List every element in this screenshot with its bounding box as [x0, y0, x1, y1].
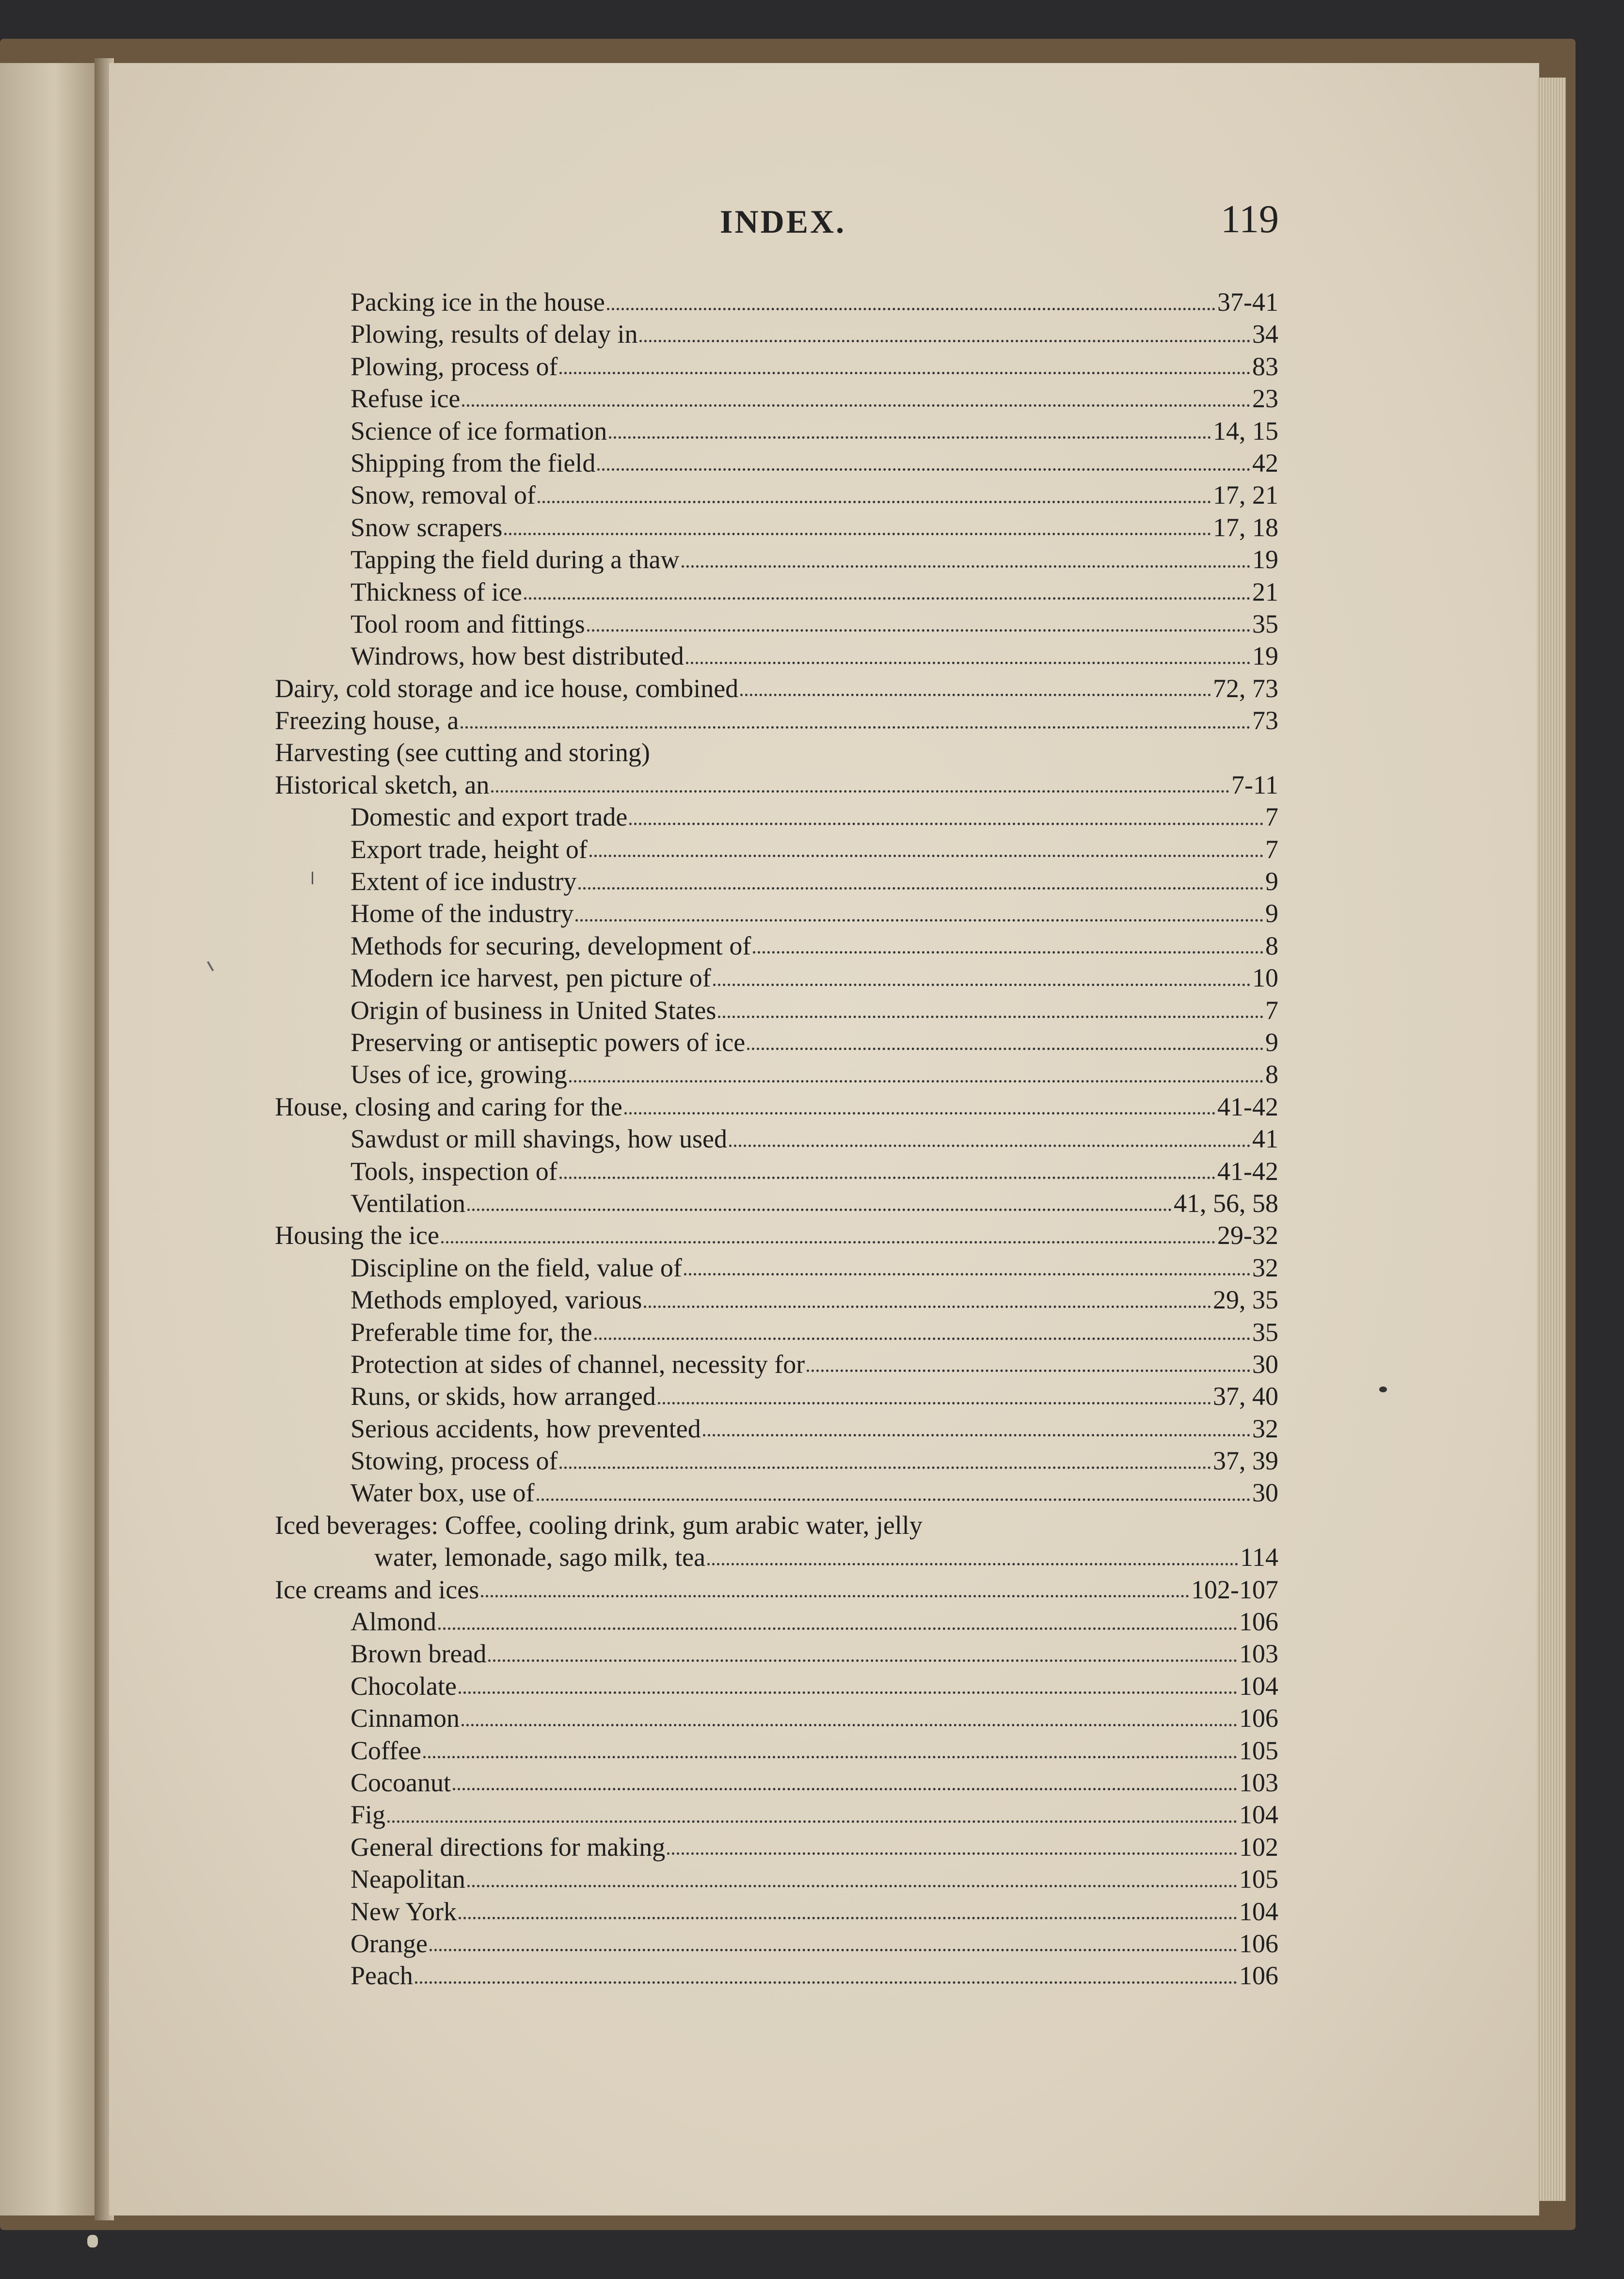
index-entry — [275, 576, 1278, 608]
page-number: 119 — [1221, 197, 1279, 241]
index-entry-row — [350, 1155, 1278, 1187]
index-entry-row — [275, 672, 1278, 704]
entry-text: Snow scrapers — [350, 512, 503, 542]
dot-leader — [569, 1080, 1263, 1083]
dot-leader — [481, 1595, 1189, 1597]
index-entry — [275, 1541, 1278, 1573]
dot-leader — [467, 1209, 1172, 1211]
entry-text: House, closing and caring for the — [275, 1092, 622, 1121]
entry-page-ref: 41-42 — [1217, 1156, 1278, 1186]
index-entry — [275, 1831, 1278, 1863]
index-entry-row — [275, 1574, 1278, 1606]
index-entry-row — [350, 415, 1278, 447]
entry-page-ref: 29-32 — [1217, 1221, 1278, 1250]
entry-text: Iced beverages: Coffee, cooling drink, gum arabic water, jelly — [275, 1510, 923, 1540]
dot-leader — [753, 951, 1263, 954]
entry-page-ref: 32 — [1252, 1253, 1278, 1282]
entry-text: Thickness of ice — [350, 577, 522, 606]
index-entry — [275, 608, 1278, 640]
entry-page-ref: 7-11 — [1231, 770, 1278, 799]
dot-leader — [462, 1724, 1237, 1726]
index-entry-row — [350, 1123, 1278, 1155]
index-entry — [275, 1252, 1278, 1284]
index-entry — [275, 1219, 1278, 1251]
dot-leader — [729, 1145, 1250, 1147]
entry-text: Plowing, process of — [350, 351, 558, 381]
entry-page-ref: 21 — [1252, 577, 1278, 606]
dot-leader — [624, 1112, 1215, 1115]
entry-text: Freezing house, a — [275, 706, 459, 735]
index-entry — [275, 672, 1278, 704]
entry-page-ref: 106 — [1239, 1928, 1278, 1958]
dot-leader — [629, 823, 1263, 825]
index-entry-row — [350, 1928, 1278, 1960]
entry-text: Brown bread — [350, 1639, 487, 1669]
entry-page-ref: 30 — [1252, 1349, 1278, 1379]
entry-page-ref: 41, 56, 58 — [1174, 1188, 1278, 1218]
entry-page-ref: 7 — [1265, 995, 1278, 1025]
entry-text: Refuse ice — [350, 384, 461, 414]
index-entry-row — [350, 1702, 1278, 1734]
index-entry — [275, 1026, 1278, 1058]
index-entry-row — [350, 543, 1278, 575]
entry-text: General directions for making — [350, 1832, 666, 1862]
entry-text: Harvesting (see cutting and storing) — [275, 738, 650, 767]
entry-page-ref: 23 — [1252, 384, 1278, 414]
dot-leader — [607, 308, 1215, 310]
entry-text: Discipline on the field, value of — [350, 1253, 682, 1282]
entry-page-ref: 19 — [1252, 641, 1278, 671]
running-head: INDEX. — [720, 203, 846, 240]
index-entry-row — [350, 1670, 1278, 1702]
entry-page-ref: 106 — [1239, 1961, 1278, 1991]
dot-leader — [740, 694, 1211, 696]
index-entry-row — [350, 382, 1278, 414]
dot-leader — [504, 533, 1211, 535]
entry-text: Chocolate — [350, 1671, 457, 1701]
entry-text: Export trade, height of — [350, 834, 588, 864]
entry-page-ref: 102 — [1239, 1832, 1278, 1862]
entry-text: Cocoanut — [350, 1768, 451, 1797]
entry-page-ref: 35 — [1252, 609, 1278, 638]
entry-page-ref: 9 — [1265, 1027, 1278, 1057]
dot-leader — [537, 1498, 1250, 1501]
dot-leader — [423, 1756, 1237, 1758]
index-entry-row — [350, 511, 1278, 543]
index-entry-row — [350, 1606, 1278, 1638]
index-entry — [275, 511, 1278, 543]
index-entry — [275, 1380, 1278, 1412]
dot-leader — [587, 629, 1250, 632]
entry-page-ref: 7 — [1265, 802, 1278, 832]
entry-text: New York — [350, 1897, 457, 1926]
dot-leader — [453, 1788, 1237, 1790]
entry-page-ref: 7 — [1265, 834, 1278, 864]
index-entry — [275, 1638, 1278, 1670]
index-entry — [275, 1413, 1278, 1445]
index-entry-row — [350, 1960, 1278, 1992]
dot-leader — [682, 565, 1250, 568]
entry-text: Plowing, results of delay in — [350, 319, 638, 349]
entry-page-ref: 30 — [1252, 1478, 1278, 1508]
entry-text: Science of ice formation — [350, 416, 607, 446]
index-entry-row — [350, 286, 1278, 318]
index-entry-row — [350, 1316, 1278, 1348]
index-entry-row — [350, 1799, 1278, 1831]
entry-page-ref: 106 — [1239, 1704, 1278, 1733]
entry-text: Cinnamon — [350, 1704, 460, 1733]
entry-page-ref: 42 — [1252, 448, 1278, 478]
entry-page-ref: 72, 73 — [1213, 673, 1278, 703]
stray-mark — [312, 872, 313, 884]
dot-leader — [807, 1370, 1250, 1372]
index-entry-row — [350, 865, 1278, 897]
index-entry-row — [350, 1348, 1278, 1380]
index-entry-row — [350, 897, 1278, 929]
index-entry — [275, 865, 1278, 897]
entry-text: Dairy, cold storage and ice house, combined — [275, 673, 739, 703]
index-entry — [275, 994, 1278, 1026]
dot-leader — [639, 340, 1250, 342]
entry-text: Protection at sides of channel, necessity for — [350, 1349, 805, 1379]
index-entry-row — [350, 1767, 1278, 1799]
index-entry — [275, 1799, 1278, 1831]
index-entry-row — [275, 1091, 1278, 1123]
index-entry-row — [350, 930, 1278, 962]
dot-leader — [387, 1820, 1237, 1823]
entry-page-ref: 41 — [1252, 1124, 1278, 1154]
index-entry — [275, 1058, 1278, 1090]
index-entry-row — [350, 447, 1278, 479]
dot-leader — [459, 1691, 1237, 1694]
entry-text: Preferable time for, the — [350, 1317, 592, 1347]
index-entry — [275, 930, 1278, 962]
entry-page-ref: 104 — [1239, 1671, 1278, 1701]
entry-text: Housing the ice — [275, 1221, 439, 1250]
index-entry-row — [350, 1187, 1278, 1219]
entry-text: water, lemonade, sago milk, tea — [374, 1543, 706, 1572]
entry-text: Sawdust or mill shavings, how used — [350, 1124, 727, 1154]
entry-text: Neapolitan — [350, 1865, 465, 1894]
dot-leader — [559, 372, 1250, 374]
dot-leader — [538, 501, 1211, 503]
dot-leader — [559, 1177, 1215, 1179]
entry-text: Serious accidents, how prevented — [350, 1414, 701, 1443]
entry-page-ref: 8 — [1265, 931, 1278, 960]
index-entry-row — [275, 704, 1278, 736]
entry-page-ref: 103 — [1239, 1768, 1278, 1797]
index-entry — [275, 769, 1278, 801]
entry-text: Windrows, how best distributed — [350, 641, 684, 671]
index-entry — [275, 286, 1278, 318]
index-entry — [275, 1284, 1278, 1316]
entry-text: Home of the industry — [350, 899, 574, 928]
index-entry — [275, 1767, 1278, 1799]
index-entry-row — [350, 1058, 1278, 1090]
entry-page-ref: 9 — [1265, 899, 1278, 928]
index-entry-row — [275, 1509, 1278, 1541]
index-entry — [275, 736, 1278, 768]
entry-page-ref: 32 — [1252, 1414, 1278, 1443]
index-entry — [275, 1155, 1278, 1187]
entry-text: Packing ice in the house — [350, 287, 605, 317]
index-entry-row — [350, 1413, 1278, 1445]
index-entry — [275, 1863, 1278, 1895]
index-entry-row — [350, 479, 1278, 511]
index-entry — [275, 1123, 1278, 1155]
dot-leader — [467, 1885, 1237, 1887]
entry-text: Ventilation — [350, 1188, 465, 1218]
index-entry-row — [350, 1638, 1278, 1670]
entry-page-ref: 29, 35 — [1213, 1285, 1278, 1315]
entry-text: Domestic and export trade — [350, 802, 628, 832]
dot-leader — [707, 1563, 1238, 1565]
index-entry — [275, 1606, 1278, 1638]
entry-page-ref: 34 — [1252, 319, 1278, 349]
index-entry — [275, 801, 1278, 833]
entry-page-ref: 17, 21 — [1213, 480, 1278, 510]
dot-leader — [441, 1241, 1215, 1243]
dot-leader — [438, 1627, 1237, 1630]
index-entry — [275, 640, 1278, 672]
entry-page-ref: 19 — [1252, 545, 1278, 574]
index-entry-row — [350, 318, 1278, 350]
index-entry-row — [350, 962, 1278, 994]
index-entry-row — [350, 801, 1278, 833]
entry-text: Water box, use of — [350, 1478, 535, 1508]
dot-leader — [658, 1402, 1211, 1404]
entry-text: Tapping the field during a thaw — [350, 545, 680, 574]
entry-text: Methods for securing, development of — [350, 931, 751, 960]
index-entry-row — [350, 994, 1278, 1026]
dot-leader — [713, 984, 1250, 986]
entry-page-ref: 37, 39 — [1213, 1446, 1278, 1476]
entry-text: Runs, or skids, how arranged — [350, 1382, 656, 1411]
index-entry — [275, 1735, 1278, 1767]
dot-leader — [597, 468, 1250, 471]
index-entry-row — [350, 608, 1278, 640]
index-entry-row — [350, 1026, 1278, 1058]
index-entry-row — [350, 1863, 1278, 1895]
index-entry — [275, 1896, 1278, 1928]
entry-text: Tools, inspection of — [350, 1156, 557, 1186]
entry-text: Coffee — [350, 1736, 421, 1765]
index-entry — [275, 1445, 1278, 1477]
index-entry — [275, 1509, 1278, 1541]
entry-text: Tool room and fittings — [350, 609, 585, 638]
dot-leader — [686, 662, 1250, 664]
index-entry — [275, 897, 1278, 929]
entry-text: Snow, removal of — [350, 480, 536, 510]
dot-leader — [430, 1949, 1237, 1951]
dot-leader — [644, 1306, 1211, 1308]
entry-page-ref: 104 — [1239, 1800, 1278, 1830]
index-entry — [275, 1316, 1278, 1348]
index-entry-row — [275, 1219, 1278, 1251]
entry-page-ref: 9 — [1265, 867, 1278, 896]
entry-text: Methods employed, various — [350, 1285, 642, 1315]
dot-leader — [703, 1434, 1250, 1436]
dot-leader — [578, 887, 1263, 890]
index-entry — [275, 415, 1278, 447]
entry-text: Historical sketch, an — [275, 770, 490, 799]
entry-text: Extent of ice industry — [350, 867, 577, 896]
entry-text: Almond — [350, 1607, 437, 1637]
dot-leader — [524, 597, 1250, 600]
index-entry-row — [350, 1831, 1278, 1863]
index-entry-row — [350, 1896, 1278, 1928]
dot-leader — [461, 726, 1250, 729]
index-entry — [275, 447, 1278, 479]
entry-text: Peach — [350, 1961, 413, 1991]
entry-text: Modern ice harvest, pen picture of — [350, 963, 711, 993]
dot-leader — [462, 404, 1250, 407]
entry-text: Preserving or antiseptic powers of ice — [350, 1027, 746, 1057]
index-entry — [275, 1574, 1278, 1606]
entry-text: Stowing, process of — [350, 1446, 558, 1476]
dot-leader — [491, 790, 1229, 793]
entry-page-ref: 104 — [1239, 1897, 1278, 1926]
entry-page-ref: 105 — [1239, 1865, 1278, 1894]
dot-leader — [667, 1852, 1237, 1855]
index-entry-row — [350, 1252, 1278, 1284]
index-entry-row — [350, 640, 1278, 672]
index-entry-row — [374, 1541, 1278, 1573]
index-entry-row — [350, 1284, 1278, 1316]
dot-leader — [488, 1659, 1237, 1662]
index-entry — [275, 962, 1278, 994]
left-page-margin — [0, 63, 99, 2215]
index-entry — [275, 318, 1278, 350]
dot-leader — [718, 1016, 1263, 1018]
index-entry — [275, 351, 1278, 382]
index-entry — [275, 1670, 1278, 1702]
paper-fleck — [87, 2235, 98, 2247]
entry-page-ref: 103 — [1239, 1639, 1278, 1669]
ink-smudge — [1379, 1387, 1387, 1392]
index-entry — [275, 1091, 1278, 1123]
index-entry-row — [350, 576, 1278, 608]
entry-page-ref: 83 — [1252, 351, 1278, 381]
index-entry-row — [350, 833, 1278, 865]
entry-page-ref: 106 — [1239, 1607, 1278, 1637]
index-entry — [275, 1960, 1278, 1992]
entry-page-ref: 37-41 — [1217, 287, 1278, 317]
page-edges — [1537, 78, 1566, 2201]
index-entry-row — [350, 1477, 1278, 1509]
entry-page-ref: 114 — [1240, 1543, 1278, 1572]
dot-leader — [589, 855, 1263, 857]
entry-page-ref: 8 — [1265, 1060, 1278, 1089]
index-entry — [275, 1348, 1278, 1380]
entry-page-ref: 73 — [1252, 706, 1278, 735]
index-entry — [275, 1702, 1278, 1734]
index-entry-row — [350, 1380, 1278, 1412]
index-entry-row — [275, 736, 1278, 768]
entry-page-ref: 37, 40 — [1213, 1382, 1278, 1411]
dot-leader — [594, 1338, 1250, 1340]
entry-text: Orange — [350, 1928, 428, 1958]
dot-leader — [747, 1048, 1263, 1050]
index-list — [275, 286, 1278, 1992]
entry-page-ref: 41-42 — [1217, 1092, 1278, 1121]
index-entry — [275, 833, 1278, 865]
dot-leader — [415, 1981, 1237, 1984]
entry-text: Fig — [350, 1800, 386, 1830]
index-entry — [275, 1187, 1278, 1219]
entry-page-ref: 35 — [1252, 1317, 1278, 1347]
entry-page-ref: 14, 15 — [1213, 416, 1278, 446]
index-entry — [275, 1477, 1278, 1509]
dot-leader — [575, 919, 1263, 922]
index-entry-row — [350, 1735, 1278, 1767]
entry-page-ref: 10 — [1252, 963, 1278, 993]
dot-leader — [684, 1273, 1250, 1275]
entry-page-ref: 102-107 — [1191, 1575, 1278, 1604]
index-entry — [275, 479, 1278, 511]
index-entry-row — [275, 769, 1278, 801]
entry-page-ref: 17, 18 — [1213, 512, 1278, 542]
entry-text: Uses of ice, growing — [350, 1060, 567, 1089]
entry-text: Shipping from the field — [350, 448, 596, 478]
index-entry — [275, 704, 1278, 736]
index-entry — [275, 1928, 1278, 1960]
index-entry — [275, 543, 1278, 575]
dot-leader — [609, 436, 1211, 439]
index-entry-row — [350, 351, 1278, 382]
index-entry — [275, 382, 1278, 414]
dot-leader — [459, 1917, 1237, 1919]
entry-text: Origin of business in United States — [350, 995, 716, 1025]
dot-leader — [559, 1466, 1211, 1469]
index-entry-row — [350, 1445, 1278, 1477]
entry-page-ref: 105 — [1239, 1736, 1278, 1765]
entry-text: Ice creams and ices — [275, 1575, 479, 1604]
